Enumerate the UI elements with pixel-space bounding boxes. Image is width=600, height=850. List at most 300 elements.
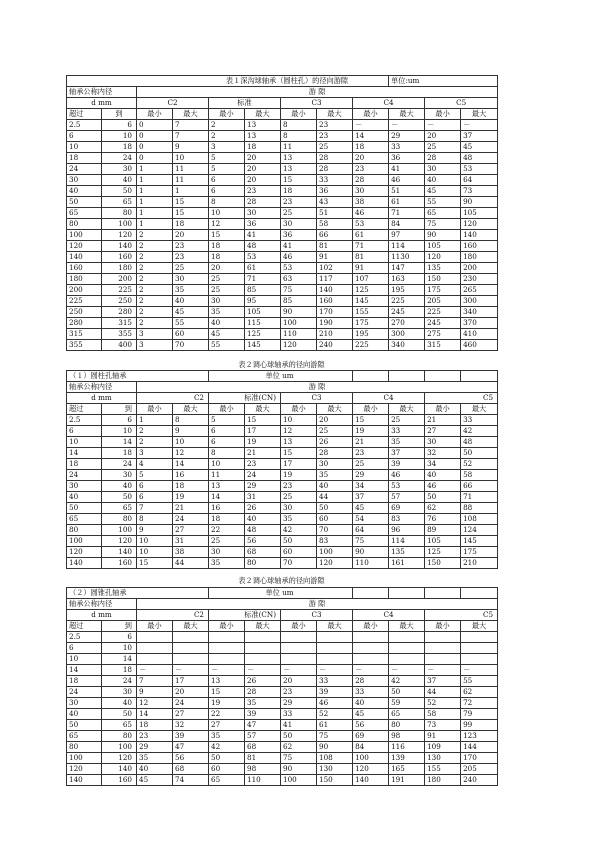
table-cell: 55 [425, 197, 461, 208]
table-cell: 163 [389, 274, 425, 285]
table-cell: 7 [173, 131, 209, 142]
table-cell: 275 [425, 329, 461, 340]
table-1-grid [66, 75, 498, 351]
table-cell: 9 [137, 687, 173, 698]
table1-max-header: 最大 [389, 109, 425, 120]
table-cell [281, 654, 317, 665]
table-cell: 61 [353, 230, 389, 241]
table2a-max-header: 最大 [245, 404, 281, 415]
table-1-group-c4: C4 [353, 98, 425, 109]
table-cell: － [425, 665, 461, 676]
table-cell: 6 [209, 437, 245, 448]
table-cell: 105 [461, 208, 498, 219]
table-cell: 28 [353, 175, 389, 186]
table-cell: 370 [461, 318, 498, 329]
table-cell: 61 [245, 263, 281, 274]
table-cell: 81 [317, 241, 353, 252]
table-cell: 40 [245, 514, 281, 525]
table-cell: 280 [102, 307, 137, 318]
table-cell: 245 [389, 307, 425, 318]
table-cell [461, 654, 498, 665]
table-cell: 230 [461, 274, 498, 285]
table-cell: 15 [245, 415, 281, 426]
table-cell: 53 [389, 481, 425, 492]
table-cell: 20 [245, 153, 281, 164]
table-cell: 125 [425, 547, 461, 558]
table2a-max-header: 最大 [461, 404, 498, 415]
table-cell: 33 [317, 676, 353, 687]
table-cell: 17 [245, 426, 281, 437]
table2a-max-header: 最大 [173, 404, 209, 415]
table-cell: 24 [245, 470, 281, 481]
table-cell: 270 [389, 318, 425, 329]
table-cell: 7 [173, 120, 209, 131]
table-cell: 8 [281, 131, 317, 142]
table-cell: 83 [317, 536, 353, 547]
table-cell [317, 632, 353, 643]
table-cell: 115 [245, 318, 281, 329]
table-1-bore-label: 轴承公称内径 [67, 87, 137, 98]
table-cell: 13 [281, 153, 317, 164]
table-cell: 160 [317, 296, 353, 307]
table-cell: 2 [137, 241, 173, 252]
table-cell: 210 [461, 558, 498, 569]
table-row [67, 514, 498, 525]
table-row [67, 665, 498, 676]
table-cell: 27 [173, 525, 209, 536]
table-cell: 75 [317, 731, 353, 742]
table-cell: 28 [317, 164, 353, 175]
table-cell: 130 [425, 753, 461, 764]
table-cell: 60 [317, 514, 353, 525]
table-cell: 6 [209, 426, 245, 437]
table-row [67, 676, 498, 687]
table-cell: 340 [461, 307, 498, 318]
table-cell: 3 [209, 142, 245, 153]
table-cell: 24 [67, 470, 102, 481]
table-cell [281, 632, 317, 643]
table-cell: 29 [281, 698, 317, 709]
table-cell: 21 [425, 415, 461, 426]
table1-min-header: 最小 [281, 109, 317, 120]
table-cell: 195 [389, 285, 425, 296]
table-cell: 40 [102, 175, 137, 186]
table-cell: 58 [461, 470, 498, 481]
table-cell: 22 [209, 709, 245, 720]
table-1-group-standard: 标准 [209, 98, 281, 109]
table2b-max-header: 最大 [317, 621, 353, 632]
table-cell: 27 [209, 720, 245, 731]
table-cell: 130 [317, 764, 353, 775]
table-cell: 265 [461, 285, 498, 296]
table-cell: 53 [353, 219, 389, 230]
table-cell: 66 [461, 481, 498, 492]
table-cell: 90 [461, 197, 498, 208]
table-cell: 2 [137, 307, 173, 318]
table-cell: 24 [173, 698, 209, 709]
table-cell: 33 [317, 175, 353, 186]
table-cell: 23 [353, 164, 389, 175]
table-cell: 14 [209, 492, 245, 503]
table-cell: 58 [317, 219, 353, 230]
table-2b-bore-label: 轴承公称内径 [67, 599, 137, 610]
table1-max-header: 最大 [461, 109, 498, 120]
table2b-min-header: 最小 [425, 621, 461, 632]
table-cell: 155 [353, 307, 389, 318]
table-row [67, 470, 498, 481]
table-cell: 85 [281, 296, 317, 307]
table-cell: 97 [389, 230, 425, 241]
table-cell [137, 643, 173, 654]
table-cell: 40 [317, 481, 353, 492]
table-cell: 108 [461, 514, 498, 525]
table-cell: 108 [317, 753, 353, 764]
table-cell: 6 [102, 120, 137, 131]
table-cell: 160 [461, 241, 498, 252]
table-cell [353, 643, 389, 654]
table-cell: 62 [425, 503, 461, 514]
table-cell: 24 [173, 514, 209, 525]
table-cell: 50 [281, 536, 317, 547]
table-cell: 7 [137, 503, 173, 514]
table-cell: 10 [67, 654, 102, 665]
table-cell: 30 [102, 164, 137, 175]
table-cell: 12 [281, 426, 317, 437]
table-row [67, 492, 498, 503]
table-cell: 25 [281, 492, 317, 503]
table-cell: 110 [281, 329, 317, 340]
table-2b [66, 587, 497, 786]
table-cell: 160 [102, 558, 137, 569]
table-cell: 85 [245, 285, 281, 296]
table-cell: 35 [209, 307, 245, 318]
table-cell: 44 [425, 687, 461, 698]
table-row [67, 643, 498, 654]
table-cell: 11 [173, 164, 209, 175]
table-cell: 80 [67, 525, 102, 536]
table-row [67, 720, 498, 731]
table-row [67, 131, 498, 142]
table-cell: 21 [353, 437, 389, 448]
table-cell: 160 [102, 775, 137, 786]
table-cell: 140 [461, 230, 498, 241]
table-cell: 28 [425, 153, 461, 164]
table-cell: 19 [353, 426, 389, 437]
table-cell: 28 [245, 197, 281, 208]
table-cell: 35 [317, 470, 353, 481]
table-row [67, 186, 498, 197]
table-cell: 161 [389, 558, 425, 569]
table-cell: 100 [102, 525, 137, 536]
table-cell: 120 [102, 230, 137, 241]
table-cell: 45 [425, 186, 461, 197]
table-cell: 57 [389, 492, 425, 503]
table-cell: 35 [173, 285, 209, 296]
table-cell: 8 [137, 514, 173, 525]
table-cell: 7 [137, 676, 173, 687]
table-cell: 32 [425, 448, 461, 459]
table-cell: 18 [102, 448, 137, 459]
table-cell: 18 [137, 720, 173, 731]
table-cell: 45 [353, 503, 389, 514]
table-row [67, 142, 498, 153]
table-cell: 63 [281, 274, 317, 285]
table-cell: 26 [317, 437, 353, 448]
table-cell: 12 [209, 219, 245, 230]
table-cell: 2 [137, 426, 173, 437]
table-cell: 31 [173, 536, 209, 547]
table-cell: 1 [137, 164, 173, 175]
table-cell: 50 [425, 492, 461, 503]
table-cell: 18 [353, 142, 389, 153]
table-cell: 53 [281, 263, 317, 274]
table-cell: 80 [102, 208, 137, 219]
table-cell: 30 [281, 503, 317, 514]
table-cell: 69 [389, 503, 425, 514]
table-cell: 50 [67, 503, 102, 514]
table-cell: 41 [389, 164, 425, 175]
table-cell: 460 [461, 340, 498, 351]
table-cell: 13 [281, 164, 317, 175]
table-cell: 250 [102, 296, 137, 307]
table-2b-to-header: 到 [102, 621, 137, 632]
table-row [67, 219, 498, 230]
table-cell: 36 [389, 153, 425, 164]
table-2b-subtitle: （２）圆锥孔轴承 [67, 588, 209, 599]
table-cell [137, 632, 173, 643]
table-cell: 34 [425, 459, 461, 470]
table-cell: 48 [245, 241, 281, 252]
table-cell: 62 [461, 687, 498, 698]
table-row [67, 164, 498, 175]
table-cell: 75 [281, 753, 317, 764]
table-cell: 23 [317, 120, 353, 131]
table-cell: 42 [281, 525, 317, 536]
table-row [67, 241, 498, 252]
table-cell: 191 [389, 775, 425, 786]
table-cell: 37 [461, 131, 498, 142]
table-cell: 225 [389, 296, 425, 307]
table1-min-header: 最小 [353, 109, 389, 120]
table-cell: 160 [102, 252, 137, 263]
table-cell: 107 [353, 274, 389, 285]
table1-max-header: 最大 [173, 109, 209, 120]
table-row [67, 426, 498, 437]
table-cell: 9 [173, 142, 209, 153]
table-cell: 1 [137, 219, 173, 230]
table2b-min-header: 最小 [353, 621, 389, 632]
table-cell: 135 [425, 263, 461, 274]
table-cell: 28 [245, 687, 281, 698]
table-cell: 79 [461, 709, 498, 720]
table-cell: 20 [317, 415, 353, 426]
table-cell: 18 [209, 252, 245, 263]
table-cell: 90 [353, 547, 389, 558]
table-cell: 28 [317, 153, 353, 164]
table-cell: － [461, 665, 498, 676]
table-cell: 74 [173, 775, 209, 786]
table-cell: 44 [173, 558, 209, 569]
table-cell: 80 [389, 720, 425, 731]
table-cell: 65 [102, 720, 137, 731]
table-cell: 61 [317, 720, 353, 731]
table-cell: 2.5 [67, 120, 102, 131]
table-cell: 39 [245, 709, 281, 720]
table-cell: 30 [209, 547, 245, 558]
table-cell: 170 [317, 307, 353, 318]
table-cell: 30 [281, 219, 317, 230]
table-cell: 60 [281, 547, 317, 558]
table-cell: 120 [67, 764, 102, 775]
table-2b-group-c4: C4 [353, 610, 425, 621]
table-cell: 30 [353, 186, 389, 197]
table-cell: 165 [389, 764, 425, 775]
table-cell: 41 [245, 230, 281, 241]
table-cell: 315 [425, 340, 461, 351]
table-row [67, 536, 498, 547]
table-cell: 225 [425, 307, 461, 318]
table-2b-group-c3: C3 [281, 610, 353, 621]
table-cell: 57 [245, 731, 281, 742]
table-cell: 80 [67, 219, 102, 230]
table-cell [281, 643, 317, 654]
table-cell: 2 [137, 285, 173, 296]
table-cell [425, 632, 461, 643]
table-cell: 30 [209, 296, 245, 307]
table-cell: 135 [389, 547, 425, 558]
table-cell: － [245, 665, 281, 676]
table-cell: 147 [389, 263, 425, 274]
table-cell: 17 [281, 459, 317, 470]
table-row [67, 558, 498, 569]
table-cell: 190 [317, 318, 353, 329]
table-1-group-c3: C3 [281, 98, 353, 109]
table-cell: 25 [353, 459, 389, 470]
table-cell: 40 [425, 175, 461, 186]
table-cell: 68 [173, 764, 209, 775]
table-cell: 14 [67, 665, 102, 676]
table-cell: 18 [173, 481, 209, 492]
table-cell: 46 [317, 698, 353, 709]
table-cell: 140 [317, 285, 353, 296]
table-cell: 55 [173, 318, 209, 329]
table-cell: 180 [461, 252, 498, 263]
table-row [67, 285, 498, 296]
table-cell: 16 [173, 470, 209, 481]
table-cell: 52 [425, 698, 461, 709]
table-cell: 100 [353, 753, 389, 764]
table-cell: 12 [173, 448, 209, 459]
table-cell: 25 [209, 285, 245, 296]
table-cell: 31 [245, 492, 281, 503]
table-cell: 14 [67, 448, 102, 459]
table-cell: 10 [173, 153, 209, 164]
table-cell: 1130 [389, 252, 425, 263]
table-cell: 50 [389, 687, 425, 698]
table-cell: 19 [245, 437, 281, 448]
table-cell: 124 [461, 525, 498, 536]
table-cell: 105 [425, 241, 461, 252]
table-cell: 13 [281, 437, 317, 448]
table-cell [461, 643, 498, 654]
table-cell: 18 [245, 142, 281, 153]
table-cell: 20 [425, 131, 461, 142]
table-cell: 50 [102, 492, 137, 503]
table-cell: 110 [353, 558, 389, 569]
table-cell: 64 [353, 525, 389, 536]
table-cell: 6 [209, 175, 245, 186]
table-cell: 46 [389, 175, 425, 186]
table-cell: 140 [67, 775, 102, 786]
table-cell [353, 632, 389, 643]
table-cell: 68 [245, 547, 281, 558]
table-row [67, 415, 498, 426]
table-cell: 40 [102, 698, 137, 709]
table-cell: 2 [137, 230, 173, 241]
table-cell: 33 [389, 426, 425, 437]
table-row [67, 742, 498, 753]
table-cell: － [173, 665, 209, 676]
table-1-group-c5: C5 [425, 98, 498, 109]
table-2a-grid [66, 370, 498, 569]
table-cell: 120 [425, 252, 461, 263]
table-cell: 0 [137, 153, 173, 164]
table-cell: 52 [461, 459, 498, 470]
table-cell: 50 [281, 731, 317, 742]
table-cell: 28 [317, 448, 353, 459]
table-cell: 225 [353, 340, 389, 351]
table-cell: 245 [425, 318, 461, 329]
table-cell: 65 [67, 731, 102, 742]
table-cell: 10 [102, 643, 137, 654]
table-row [67, 329, 498, 340]
table-cell: 55 [461, 676, 498, 687]
table-cell [461, 632, 498, 643]
table-cell: 2 [137, 252, 173, 263]
table-cell: 45 [461, 142, 498, 153]
table-cell: 200 [102, 274, 137, 285]
table-cell: 30 [425, 164, 461, 175]
table-cell: 29 [245, 481, 281, 492]
table-cell: 84 [389, 219, 425, 230]
table-cell: 100 [281, 775, 317, 786]
table-cell: 33 [281, 709, 317, 720]
table-1-clearance-label: 游 隙 [137, 87, 498, 98]
table-cell: － [137, 665, 173, 676]
table-cell: 50 [67, 720, 102, 731]
table-cell: 20 [245, 175, 281, 186]
table-cell: 8 [209, 448, 245, 459]
table-cell: 50 [67, 197, 102, 208]
table-cell: 116 [389, 742, 425, 753]
table-cell: 30 [67, 698, 102, 709]
table-cell: 52 [317, 709, 353, 720]
table-2a [66, 370, 497, 569]
table-cell: 55 [209, 340, 245, 351]
table-cell: 56 [353, 720, 389, 731]
table-cell: 70 [173, 340, 209, 351]
table-cell: 105 [425, 536, 461, 547]
table-2a-subtitle: （１）圆柱孔轴承 [67, 371, 209, 382]
table-cell: 240 [461, 775, 498, 786]
table1-max-header: 最大 [245, 109, 281, 120]
table-2b-caption: 表２调心球轴承的径向游隙 [238, 576, 325, 585]
table-cell: 23 [245, 459, 281, 470]
table-cell: 50 [102, 186, 137, 197]
table-cell: 66 [317, 230, 353, 241]
table-cell: 89 [425, 525, 461, 536]
table-cell: 144 [461, 742, 498, 753]
